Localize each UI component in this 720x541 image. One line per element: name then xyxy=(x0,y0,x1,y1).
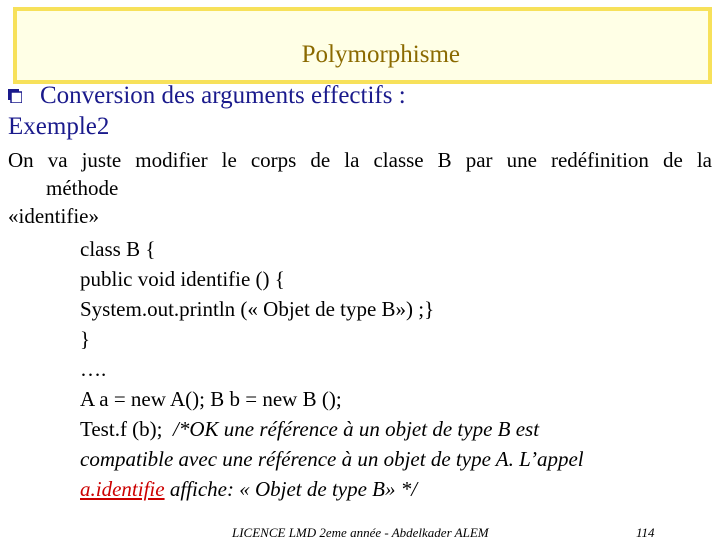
page-number: 114 xyxy=(636,525,655,540)
example-label: Exemple2 xyxy=(8,113,110,140)
intro-line-1: On va juste modifier le corps de la classe B par une redéfinition de la xyxy=(8,148,712,172)
intro-line-2: méthode xyxy=(46,176,119,200)
code-line-3: System.out.println (« Objet de type B») ;} xyxy=(80,297,435,321)
code-line-7-comment: /*OK une référence à un objet de type B est xyxy=(173,417,540,441)
code-line-7 xyxy=(80,414,584,444)
checkbox-bullet-icon xyxy=(8,89,22,103)
bullet-heading-text: Conversion des arguments effectifs : xyxy=(40,82,406,109)
footer-credit: LICENCE LMD 2eme année - Abdelkader ALEM xyxy=(232,525,489,540)
highlighted-call: a.identifie xyxy=(80,477,165,501)
intro-paragraph xyxy=(8,146,712,230)
code-line-2: public void identifie () { xyxy=(80,267,285,291)
intro-line-3: «identifie» xyxy=(8,204,99,228)
code-line-5: …. xyxy=(80,357,107,381)
code-line-6: A a = new A(); B b = new B (); xyxy=(80,387,342,411)
title-box xyxy=(13,7,712,84)
bullet-heading xyxy=(8,82,406,110)
code-line-7-code: Test.f (b); xyxy=(80,417,174,441)
code-line-4: } xyxy=(80,327,91,351)
code-line-9-rest: affiche: « Objet de type B» */ xyxy=(164,477,418,501)
code-line-8: compatible avec une référence à un objet de type A. L’appel xyxy=(80,447,584,471)
slide-title: Polymorphisme xyxy=(301,41,460,68)
code-line-1: class B { xyxy=(80,237,156,261)
code-line-9 xyxy=(80,474,584,504)
code-block xyxy=(80,234,584,504)
